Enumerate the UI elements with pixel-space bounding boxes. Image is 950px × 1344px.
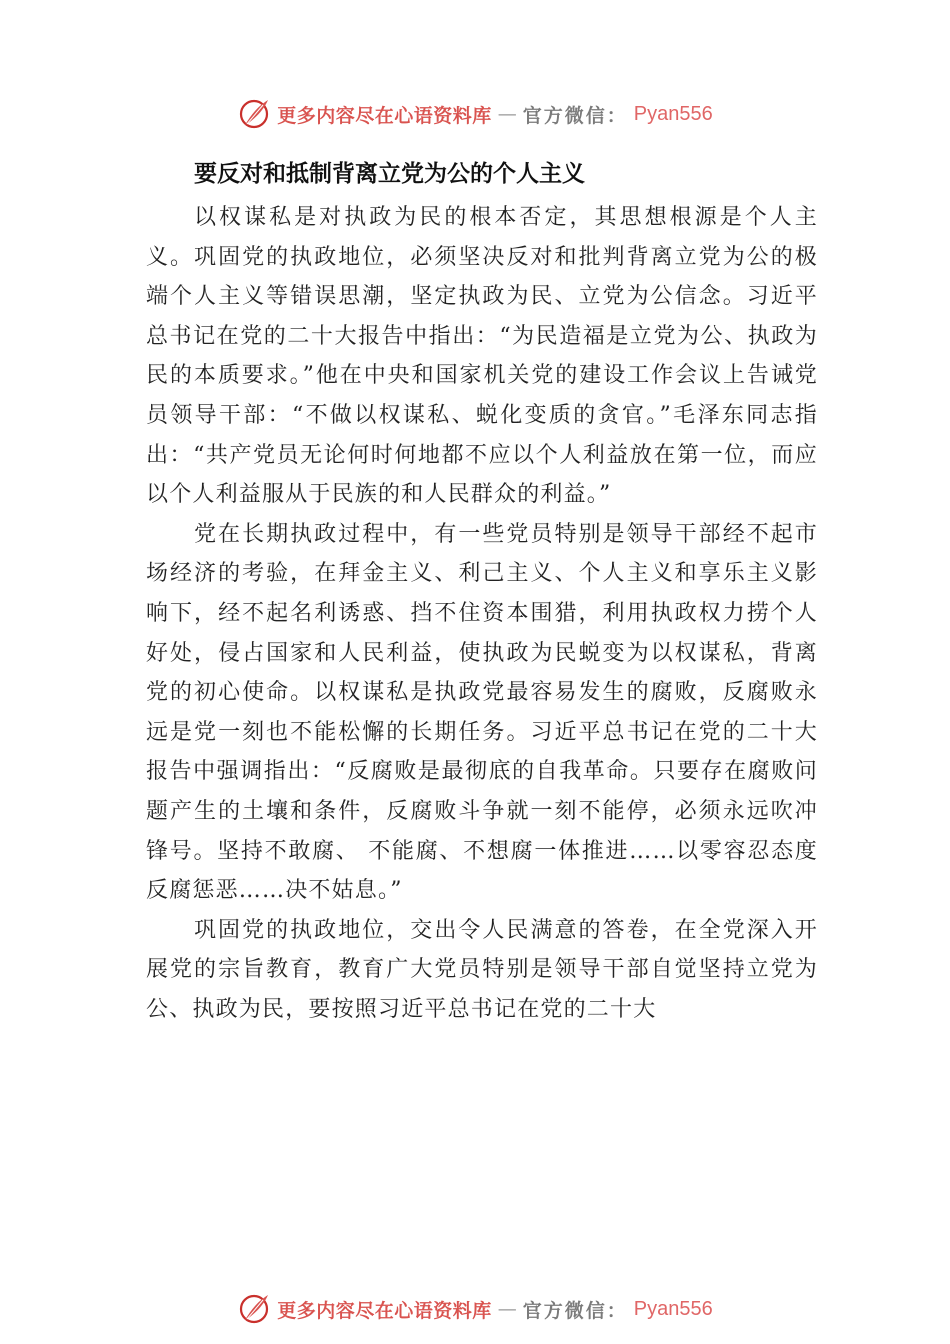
document-body [146,156,818,1029]
feather-pen-circle-icon [237,1292,271,1326]
banner-wechat-label: 官方微信： [522,1299,628,1322]
banner-separator: — [497,1298,517,1320]
banner-wechat-id: Pyan556 [633,102,713,125]
feather-pen-circle-icon [237,97,271,131]
paragraph: 以权谋私是对执政为民的根本否定，其思想根源是个人主义。巩固党的执政地位，必须坚决反对和批判背离立党为公的极端个人主义等错误思潮，坚定执政为民、立党为公信念。习近平总书记在党的二十大报告中指出：“为民造福是立党为公、执政为民的本质要求。”他在中央和国家机关党的建设工作会议上告诫党员领导干部：“不做以权谋私、蜕化变质的贪官。”毛泽东同志指出：“共产党员无论何时何地都不应以个人利益放在第一位，而应以个人利益服从于民族的和人民群众的利益。” [146,205,818,508]
paragraph: 巩固党的执政地位，交出令人民满意的答卷，在全党深入开展党的宗旨教育，教育广大党员特别是领导干部自觉坚持立党为公、执政为民，要按照习近平总书记在党的二十大 [146,917,818,1022]
banner-wechat-id: Pyan556 [633,1297,713,1320]
header-banner [0,94,950,134]
paragraph: 党在长期执政过程中，有一些党员特别是领导干部经不起市场经济的考验，在拜金主义、利己主义、个人主义和享乐主义影响下，经不起名利诱惑、挡不住资本围猎，利用执政权力捞个人好处，侵占国家和人民利益，使执政为民蜕变为以权谋私，背离党的初心使命。以权谋私是执政党最容易发生的腐败，反腐败永远是党一刻也不能松懈的长期任务。习近平总书记在党的二十大报告中强调指出：“反腐败是最彻底的自我革命。只要存在腐败问题产生的土壤和条件，反腐败斗争就一刻不能停，必须永远吹冲锋号。坚持不敢腐、 不能腐、不想腐一体推进……以零容忍态度反腐惩恶……决不姑息。” [146,521,818,904]
banner-text: 更多内容尽在心语资料库 [277,1299,492,1322]
banner-separator: — [497,103,517,125]
banner-wechat-label: 官方微信： [522,104,628,127]
banner-text: 更多内容尽在心语资料库 [277,104,492,127]
footer-banner [0,1289,950,1329]
document-title: 要反对和抵制背离立党为公的个人主义 [194,161,585,187]
